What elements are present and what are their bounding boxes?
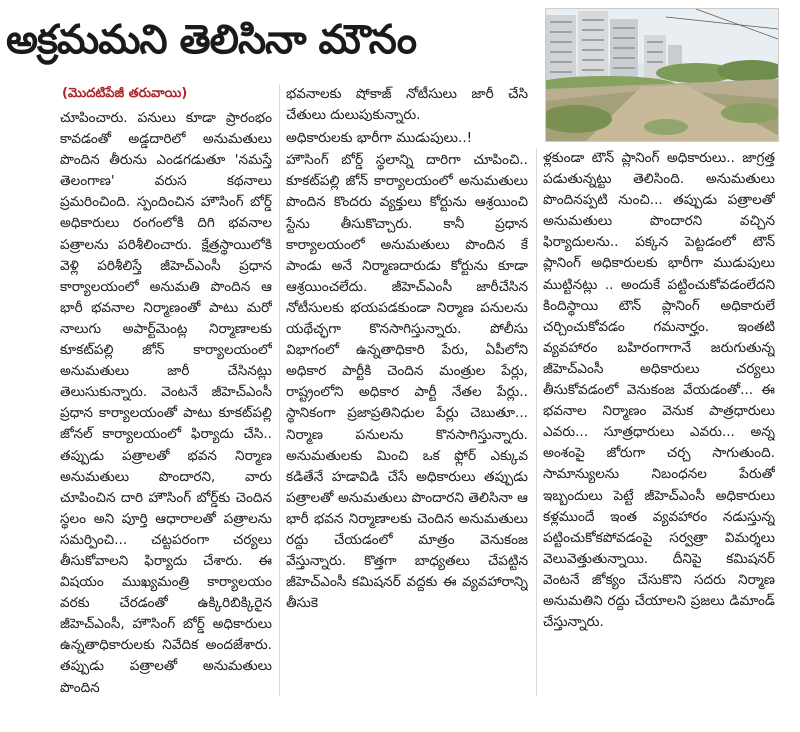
subheading: అధికారులకు భారీగా ముడుపులు..! bbox=[286, 130, 473, 147]
article-paragraph: ళ్లకుండా టౌన్ ప్లానింగ్ అధికారులు.. జాగ్రత్త పడుతున్నట్టు తెలిసింది. అనుమతులు పొందినప్పటి నుంచి... తప్పుడు పత్రాలతో అనుమతులు పొందారని వచ్చిన ఫిర్యాదులను.. పక్కన పెట్టడంలో టౌన్ ప్లానింగ్ అధికారులకు భారీగా ముడుపులు ముట్టినట్లు .. అందుకే పట్టించుకోవడంలేదని కిందిస్థాయి టౌన్ ప్లానింగ్ అధికారులే చర్చించుకోవడం గమనార్హం. ఇంతటి వ్యవహారం బహిరంగాగానే జరుగుతున్న జీహెచ్ఎంసీ అధికారులు చర్యలు తీసుకోవడంలో వెనుకంజ వేయడంతో... ఈ భవనాల నిర్మాణం వెనుక పాత్రధారులు ఎవరు... సూత్రధారులు ఎవరు... అన్న అంశంపై జోరుగా చర్చ సాగుతుంది. సామాన్యులను నిబంధనల పేరుతో ఇబ్బందులు పెట్టే జీహెచ్ఎంసీ అధికారులు కళ్లముందే ఇంత వ్యవహారం నడుస్తున్న పట్టించుకోకపోవడంపై సర్వత్రా విమర్శలు వెలువెత్తుతున్నాయి. దీనిపై కమిషనర్ వెంటనే జోక్యం చేసుకొని సదరు నిర్మాణ అనుమతిని రద్దు చేయాలని ప్రజలు డిమాండ్ చేస్తున్నారు. bbox=[543, 150, 775, 631]
article-paragraph: హౌసింగ్ బోర్డ్ స్థలాన్ని దారిగా చూపించి.. కూకట్‌పల్లి జోన్ కార్యాలయంలో అనుమతులు పొందిన కొందరు వ్యక్తులు కోర్టును ఆశ్రయించి స్టేను తీసుకొచ్చారు. కానీ ప్రధాన కార్యాలయంలో అనుమతులు పొందిన కే పాండు అనే నిర్మాణదారుడు కోర్టును కూడా ఆశ్రయించలేదు. జీహెచ్ఎంసీ జారీచేసిన నోటీసులకు భయపడకుండా నిర్మాణ పనులను యథేచ్ఛగా కొనసాగిస్తున్నారు. పోలీసు విభాగంలో ఉన్నతాధికారి పేరు, ఏపీలోని అధికార పార్టీకి చెందిన మంత్రుల పేర్లు, రాష్ట్రంలోని అధికార పార్టీ నేతల పేర్లు.. స్థానికంగా ప్రజాప్రతినిధుల పేర్లు చెబుతూ... నిర్మాణ పనులను కొనసాగిస్తున్నారు. అనుమతులకు మించి ఒక ఫ్లోర్ ఎక్కువ కడితేనే హడావిడి చేసే అధికారులు తప్పుడు పత్రాలతో అనుమతులు పొందారని తెలిసినా ఆ భారీ భవన నిర్మాణాలకు చెందిన అనుమతులు రద్దు చేయడంలో మాత్రం వెనుకంజ వేస్తున్నారు. కొత్తగా బాధ్యతలు చేపట్టిన జీహెచ్ఎంసీ కమిషనర్ వద్దకు ఈ వ్యవహారాన్ని తీసుకె bbox=[286, 152, 528, 612]
news-photo bbox=[545, 8, 779, 142]
headline: అక్రమమని తెలిసినా మౌనం bbox=[6, 17, 417, 63]
continuation-note: (మొదటిపేజీ తరువాయి) bbox=[62, 86, 188, 101]
article-column-2 bbox=[286, 84, 528, 696]
article-column-3 bbox=[543, 148, 775, 696]
column-divider bbox=[279, 84, 280, 696]
article-paragraph: చూపించారు. పనులు కూడా ప్రారంభం కావడంతో అడ్డదారిలో అనుమతులు పొందిన తీరును ఎండగడుతూ 'నమస్తే తెలంగాణ' వరుస కథనాలు ప్రమరించింది. స్పందించిన హౌసింగ్ బోర్డ్ అధికారులు రంగంలోకి దిగి భవనాల పత్రాలను పరిశీలించారు. క్షేత్రస్థాయిలోకి వెళ్లి పరిశీలిస్తే జీహెచ్ఎంసీ ప్రధాన కార్యాలయంలో అనుమతి పొందిన ఆ భారీ భవనాల నిర్మాణంతో పాటు మరో నాలుగు అపార్ట్‌మెంట్ల నిర్మాణాలకు కూకట్‌పల్లి జోన్ కార్యాలయంలో అనుమతులు జారీ చేసినట్లు తెలుసుకున్నారు. వెంటనే జీహెచ్ఎంసీ ప్రధాన కార్యాలయంతో పాటు కూకట్‌పల్లి జోనల్ కార్యాలయంలో ఫిర్యాదు చేసి.. తప్పుడు పత్రాలతో భవన నిర్మాణ అనుమతులు పొందారని, వారు చూపించిన దారి హౌసింగ్ బోర్డ్‌కు చెందిన స్థలం అని పూర్తి ఆధారాలతో పత్రాలను సమర్పించి... చట్టపరంగా చర్యలు తీసుకోవాలని ఫిర్యాదు చేశారు. ఈ విషయం ముఖ్యమంత్రి కార్యాలయం వరకు చేరడంతో ఉక్కిరిబిక్కిరైన జీహెచ్ఎంసీ, హౌసింగ్ బోర్డ్ అధికారులు ఉన్నతాధికారులకు నివేదిక అందజేశారు. తప్పుడు పత్రాలతో అనుమతులు పొందిన bbox=[60, 110, 272, 696]
article-paragraph: భవనాలకు షోకాజ్ నోటీసులు జారీ చేసి చేతులు దులుపుకున్నారు. bbox=[286, 86, 528, 124]
article-column-1 bbox=[60, 108, 272, 696]
column-divider bbox=[536, 148, 537, 696]
